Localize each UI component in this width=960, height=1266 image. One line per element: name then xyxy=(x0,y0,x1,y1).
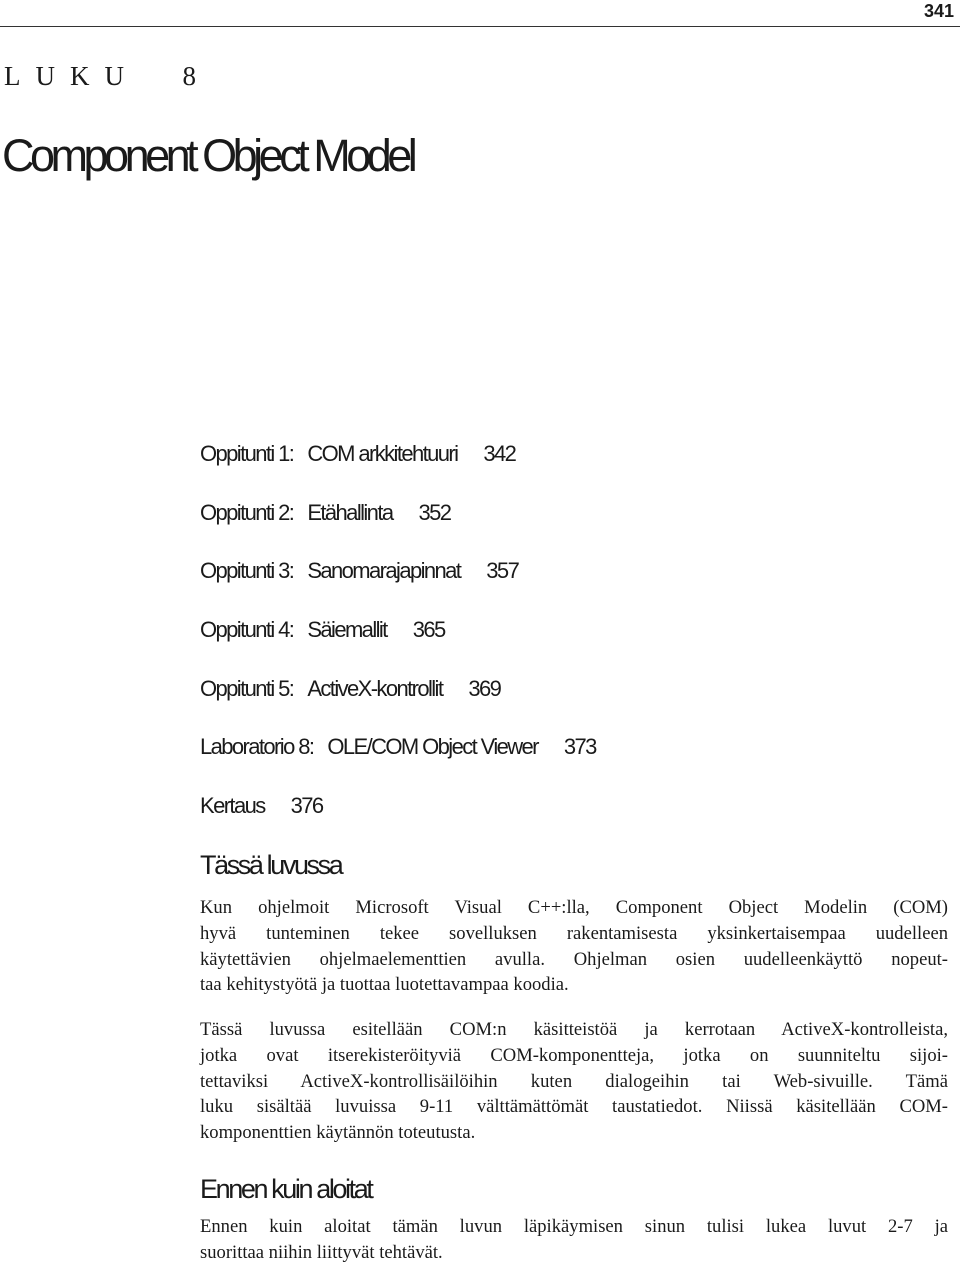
toc-item-page: 373 xyxy=(563,734,596,760)
header-rule xyxy=(0,26,960,27)
toc-item xyxy=(200,731,596,790)
prerequisites-paragraph xyxy=(200,1214,948,1266)
toc-item-page: 365 xyxy=(412,617,445,643)
text-line: hyvä tunteminen tekee sovelluksen rakentamisesta yksinkertaisempaa uudelleen xyxy=(200,922,948,944)
toc-item-page: 342 xyxy=(483,441,516,466)
toc-item-page: 376 xyxy=(290,793,323,819)
text-line: luku sisältää luvuissa 9-11 välttämättömät taustatiedot. Niissä käsitellään COM- xyxy=(200,1096,948,1118)
chapter-title: Component Object Model xyxy=(2,130,414,181)
table-of-contents xyxy=(200,438,596,849)
toc-item xyxy=(200,673,596,732)
text-line: jotka ovat itserekisteröityviä COM-komponentteja, jotka on suunniteltu sijoi- xyxy=(200,1044,948,1066)
section-heading-in-this-chapter: Tässä luvussa xyxy=(200,850,342,880)
toc-item-page: 352 xyxy=(418,499,451,525)
toc-item-title: ActiveX-kontrollit xyxy=(307,675,443,701)
text-line: suorittaa niihin liittyvät tehtävät. xyxy=(200,1241,443,1263)
text-line: taa kehitystyötä ja tuottaa luotettavampaa koodia. xyxy=(200,974,569,996)
toc-item xyxy=(200,555,596,614)
toc-item-title: OLE/COM Object Viewer xyxy=(327,734,538,760)
toc-item-title: COM arkkitehtuuri xyxy=(307,441,458,466)
text-line: komponenttien käytännön toteutusta. xyxy=(200,1122,476,1144)
toc-item-page: 369 xyxy=(468,675,501,701)
text-line: Ennen kuin aloitat tämän luvun läpikäymisen sinun tulisi lukea luvut 2-7 ja xyxy=(200,1216,948,1237)
toc-item-prefix: Oppitunti 5: xyxy=(200,675,294,701)
toc-item-title: Kertaus xyxy=(200,793,265,819)
intro-paragraph xyxy=(200,895,948,998)
text-line: tettaviksi ActiveX-kontrollisäilöihin kuten dialogeihin tai Web-sivuille. Tämä xyxy=(200,1070,948,1092)
section-heading-before-you-begin: Ennen kuin aloitat xyxy=(200,1174,372,1204)
toc-item-title: Etähallinta xyxy=(307,499,393,525)
toc-item-prefix: Laboratorio 8: xyxy=(200,734,314,760)
toc-item-page: 357 xyxy=(486,558,519,584)
toc-item-prefix: Oppitunti 2: xyxy=(200,499,294,525)
toc-item xyxy=(200,790,596,849)
toc-item-prefix: Oppitunti 4: xyxy=(200,617,294,643)
toc-item-title: Säiemallit xyxy=(307,617,387,643)
toc-item xyxy=(200,614,596,673)
toc-item-title: Sanomarajapinnat xyxy=(307,558,461,584)
toc-item-prefix: Oppitunti 1: xyxy=(200,441,294,466)
page-number: 341 xyxy=(923,1,954,21)
text-line: käytettävien ohjelmaelementtien avulla. Ohjelman osien uudelleenkäyttö nopeut- xyxy=(200,948,948,970)
toc-item-prefix: Oppitunti 3: xyxy=(200,558,294,584)
text-line: Kun ohjelmoit Microsoft Visual C++:lla, Component Object Modelin (COM) xyxy=(200,897,948,918)
overview-paragraph xyxy=(200,1017,948,1146)
toc-item xyxy=(200,497,596,556)
chapter-label: LUKU 8 xyxy=(4,61,211,91)
toc-item xyxy=(200,438,596,497)
text-line: Tässä luvussa esitellään COM:n käsitteistöä ja kerrotaan ActiveX-kontrolleista, xyxy=(200,1019,948,1040)
